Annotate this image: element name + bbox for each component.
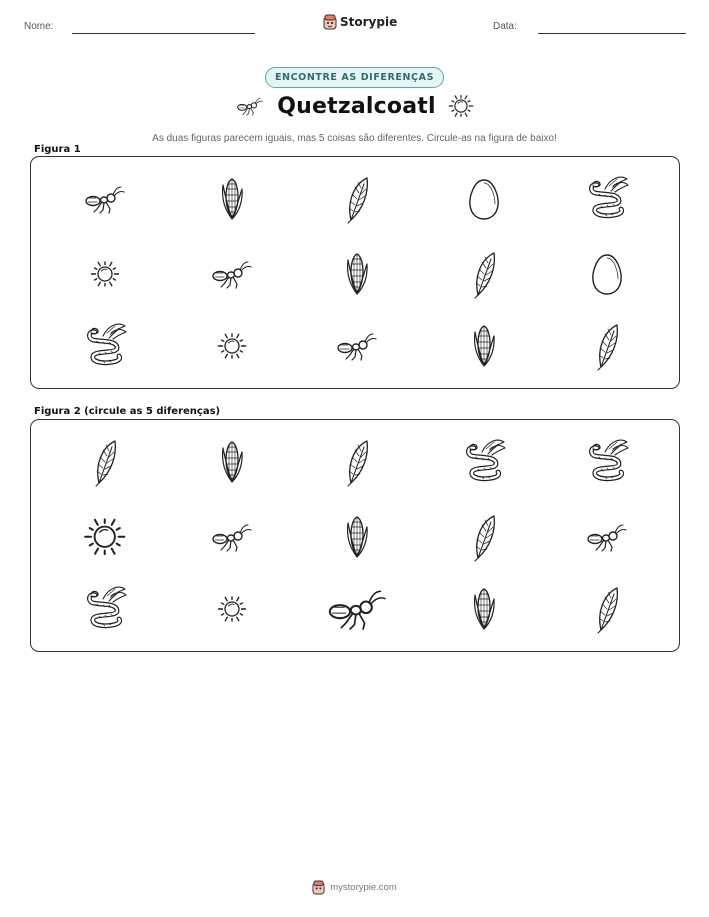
feather-icon	[470, 250, 498, 298]
figure-2-label: Figura 2 (circule as 5 diferenças)	[34, 406, 221, 417]
sun-icon	[90, 259, 120, 289]
corn-icon	[343, 251, 371, 297]
activity-badge: ENCONTRE AS DIFERENÇAS	[265, 67, 444, 88]
ant-icon	[209, 522, 255, 552]
egg-icon	[592, 252, 622, 296]
ant-icon	[584, 522, 630, 552]
ant-icon	[324, 587, 391, 631]
date-input-line[interactable]	[538, 33, 686, 34]
storypie-mascot-icon	[323, 14, 337, 30]
feather-icon	[91, 438, 119, 486]
corn-icon	[470, 323, 498, 369]
sun-icon	[83, 515, 127, 559]
ant-icon	[334, 331, 380, 361]
name-input-line[interactable]	[72, 33, 255, 34]
serpent-icon	[461, 438, 507, 486]
feather-icon	[593, 322, 621, 370]
corn-icon	[343, 514, 371, 560]
sun-icon	[217, 594, 247, 624]
ant-icon	[82, 184, 128, 214]
serpent-icon	[584, 438, 630, 486]
feather-icon	[470, 513, 498, 561]
instructions-text: As duas figuras parecem iguais, mas 5 coisas são diferentes. Circule-as na figura de baixo!	[152, 133, 557, 144]
serpent-icon	[82, 585, 128, 633]
brand-logo	[323, 14, 397, 30]
feather-icon	[343, 175, 371, 223]
storypie-mascot-icon	[312, 880, 325, 895]
sun-icon	[217, 331, 247, 361]
figure-1-label: Figura 1	[34, 144, 81, 155]
figure-2-panel[interactable]	[30, 419, 680, 652]
brand-name: Storypie	[340, 15, 398, 29]
feather-icon	[593, 585, 621, 633]
serpent-icon	[82, 322, 128, 370]
serpent-icon	[584, 175, 630, 223]
corn-icon	[218, 439, 246, 485]
sun-icon	[448, 93, 474, 119]
corn-icon	[470, 586, 498, 632]
feather-icon	[343, 438, 371, 486]
date-label: Data:	[493, 21, 517, 32]
footer	[312, 880, 397, 895]
page-title: Quetzalcoatl	[277, 93, 436, 119]
figure-1-panel	[30, 156, 680, 389]
footer-url[interactable]: mystorypie.com	[330, 882, 397, 893]
ant-icon	[209, 259, 255, 289]
corn-icon	[218, 176, 246, 222]
name-label: Nome:	[24, 21, 54, 32]
ant-icon	[235, 95, 265, 117]
egg-icon	[469, 177, 499, 221]
